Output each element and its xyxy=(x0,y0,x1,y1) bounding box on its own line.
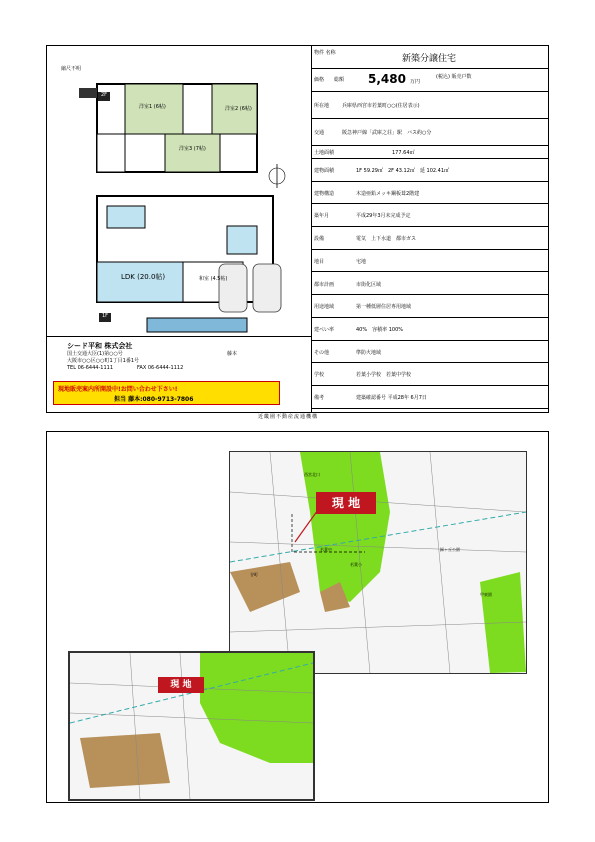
spec-row-label: 備考 xyxy=(314,395,325,401)
title-label: 物件 名称 xyxy=(314,50,336,56)
spec-row-label: その他 xyxy=(314,349,330,356)
map-place-0: 西宮北口 xyxy=(304,472,320,477)
price-sub: 総額 xyxy=(334,77,345,83)
spec-row-label: 築年月 xyxy=(314,213,330,220)
main-map xyxy=(229,451,527,674)
genchi-marker: 現 地 xyxy=(316,492,376,514)
map-place-4: 谷町 xyxy=(250,572,258,577)
company-name: シード平和 株式会社 xyxy=(67,342,133,350)
spec-row-label: 建ぺい率 xyxy=(314,326,335,333)
spec-row xyxy=(312,159,548,182)
room-2f-3: 洋室3 (7帖) xyxy=(179,146,206,152)
genchi-marker-small: 現 地 xyxy=(158,677,204,693)
property-flyer xyxy=(46,45,549,413)
banner xyxy=(53,381,280,405)
spec-row xyxy=(312,295,548,318)
floor2-label: 2F xyxy=(98,92,110,101)
inset-map xyxy=(68,651,315,801)
traffic-label: 交通 xyxy=(314,130,325,136)
company-block xyxy=(47,336,312,413)
spec-row-value: 準防火地域 xyxy=(356,349,382,356)
main-map-drawing xyxy=(230,452,526,673)
company-tel: TEL 06-6444-1111 xyxy=(67,365,114,371)
area-row xyxy=(312,146,548,159)
property-title: 新築分譲住宅 xyxy=(402,54,457,64)
spec-row-value: 40% 容積率 100% xyxy=(356,326,403,333)
price-value: 5,480 xyxy=(368,72,406,86)
company-address: 大阪市○○区○○町1丁目1番1号 xyxy=(67,358,139,364)
spec-row xyxy=(312,386,548,409)
map-place-1: 若葉中 xyxy=(320,547,332,552)
spec-row xyxy=(312,273,548,296)
banner-text: 現地販売案内所開設中!お問い合わせ下さい! xyxy=(58,386,178,393)
room-2f-2: 洋室2 (6帖) xyxy=(225,106,252,112)
company-fax: FAX 06-6444-1112 xyxy=(137,365,184,371)
spec-row-value: 第一種低層住居専用地域 xyxy=(356,304,412,311)
price-label: 価格 xyxy=(314,77,325,83)
floor1-label: 1F xyxy=(99,313,111,322)
contact-person: 藤本 xyxy=(227,351,238,357)
floorplan-area xyxy=(47,46,312,336)
map-place-3: 緑ヶ丘公園 xyxy=(440,547,460,552)
spec-row-value: 平成29年3月末完成予定 xyxy=(356,213,411,220)
spec-row-label: 建物面積 xyxy=(314,168,335,174)
price-note: (税込) 販売戸数 xyxy=(436,74,472,80)
price-row xyxy=(312,69,548,92)
spec-row-value: 市街化区域 xyxy=(356,281,382,288)
spec-row-value: 建築確認番号 平成28年 6月7日 xyxy=(356,395,427,401)
floorplan-drawing xyxy=(47,46,311,336)
location-label: 所在地 xyxy=(314,103,330,109)
location-value: 兵庫県西宮市若葉町○○(住居表示) xyxy=(342,103,420,109)
company-license: 国土交通大臣(1)第○○号 xyxy=(67,351,123,357)
footer-note: 近畿圏不動産流通機構 xyxy=(258,414,319,420)
room-1f-washitsu: 和室 (4.5帖) xyxy=(199,276,228,282)
spec-row-label: 建物構造 xyxy=(314,190,335,197)
price-unit: 万円 xyxy=(410,79,421,85)
spec-row-label: 都市計画 xyxy=(314,281,335,288)
spec-row-value: 1F 59.29㎡ 2F 43.12㎡ 延 102.41㎡ xyxy=(356,168,450,174)
location-row xyxy=(312,92,548,119)
spec-row-label: 設備 xyxy=(314,236,325,243)
spec-row xyxy=(312,204,548,227)
inset-map-drawing xyxy=(70,653,313,799)
scale-label: 縮尺不明 xyxy=(61,66,82,72)
title-row xyxy=(312,46,548,69)
banner-tel: 担当 藤本:080-9713-7806 xyxy=(114,396,194,403)
room-2f-1: 洋室1 (6帖) xyxy=(139,104,166,110)
map-place-2: 若葉小 xyxy=(350,562,362,567)
spec-row-value: 電気 上下水道 都市ガス xyxy=(356,236,417,243)
spec-row xyxy=(312,341,548,364)
area-label: 土地面積 xyxy=(314,150,335,156)
traffic-value: 阪急神戸線「武庫之荘」駅 バス約○分 xyxy=(342,130,432,136)
map-place-5: 甲東園 xyxy=(480,592,492,597)
spec-row xyxy=(312,250,548,273)
spec-row xyxy=(312,363,548,386)
traffic-row xyxy=(312,119,548,146)
area-value: 177.64㎡ xyxy=(392,150,415,156)
spec-row xyxy=(312,318,548,341)
room-1f-ldk: LDK (20.0帖) xyxy=(121,273,166,281)
spec-table xyxy=(312,46,548,412)
spec-row-label: 学校 xyxy=(314,372,325,379)
spec-row-value: 宅地 xyxy=(356,258,367,265)
spec-row-value: 木造亜鉛メッキ鋼板葺2階建 xyxy=(356,190,420,197)
spec-row-label: 地目 xyxy=(314,258,325,265)
spec-row xyxy=(312,182,548,205)
spec-row-value: 若葉小学校 若葉中学校 xyxy=(356,372,412,379)
spec-row xyxy=(312,227,548,250)
spec-row-label: 用途地域 xyxy=(314,304,335,311)
